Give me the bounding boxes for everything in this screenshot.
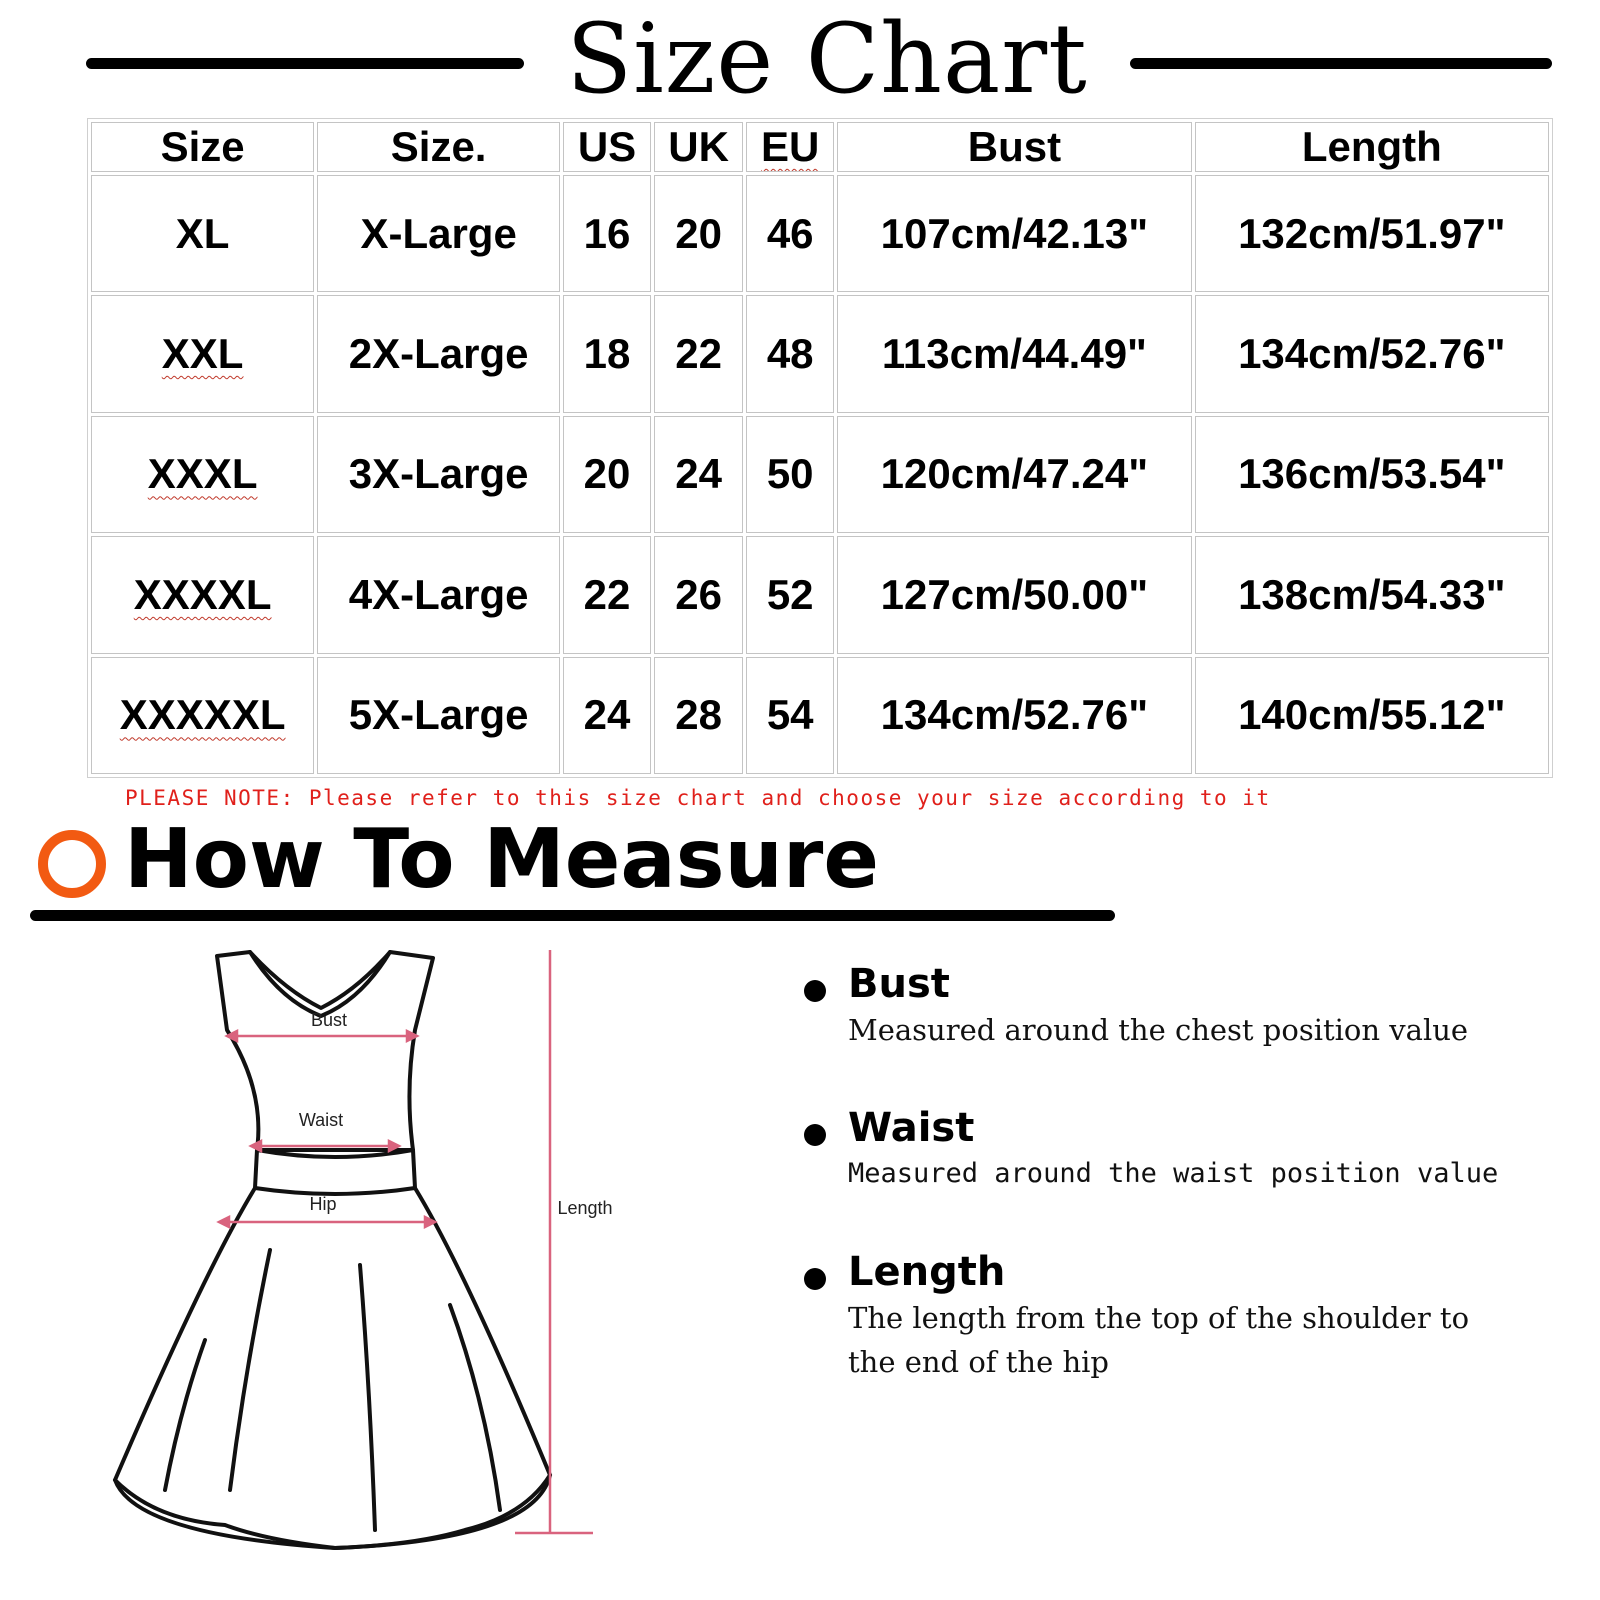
- item-description: Measured around the chest position value: [848, 1013, 1469, 1047]
- cell-length: 134cm/52.76": [1195, 295, 1549, 412]
- cell-size: XXXXL: [91, 536, 314, 653]
- cell-length: 136cm/53.54": [1195, 416, 1549, 533]
- cell-uk: 20: [654, 175, 743, 292]
- bullet-dot-icon: [804, 1124, 826, 1146]
- hip-label: Hip: [309, 1194, 337, 1214]
- cell-size-name: X-Large: [317, 175, 560, 292]
- table-row: [91, 295, 1549, 412]
- header-bust: Bust: [837, 122, 1191, 172]
- title-divider-left: [86, 58, 524, 69]
- table-row: [91, 536, 1549, 653]
- cell-size: XL: [91, 175, 314, 292]
- section-divider: [30, 910, 1115, 921]
- list-item: [800, 1248, 1580, 1384]
- bust-label: Bust: [310, 1010, 348, 1030]
- dress-diagram: [95, 950, 655, 1590]
- list-item: [800, 1104, 1580, 1196]
- cell-size: XXL: [91, 295, 314, 412]
- bullet-dot-icon: [804, 980, 826, 1002]
- cell-size-name: 2X-Large: [317, 295, 560, 412]
- header-size-name: Size.: [317, 122, 560, 172]
- cell-size-name: 3X-Large: [317, 416, 560, 533]
- orange-ring-icon: [38, 830, 106, 898]
- cell-uk: 26: [654, 536, 743, 653]
- page-title: Size Chart: [566, 3, 1088, 115]
- size-table: [87, 118, 1553, 778]
- cell-uk: 28: [654, 657, 743, 774]
- cell-length: 138cm/54.33": [1195, 536, 1549, 653]
- table-row: [91, 175, 1549, 292]
- title-divider-right: [1130, 58, 1552, 69]
- header-eu: EU: [746, 122, 834, 172]
- cell-length: 140cm/55.12": [1195, 657, 1549, 774]
- cell-bust: 127cm/50.00": [837, 536, 1191, 653]
- cell-us: 20: [563, 416, 651, 533]
- cell-bust: 134cm/52.76": [837, 657, 1191, 774]
- cell-size: XXXL: [91, 416, 314, 533]
- cell-us: 22: [563, 536, 651, 653]
- cell-us: 16: [563, 175, 651, 292]
- size-note: PLEASE NOTE: Please refer to this size chart and choose your size according to it: [125, 786, 1271, 810]
- item-title: Waist: [848, 1105, 975, 1151]
- cell-eu: 52: [746, 536, 834, 653]
- item-description: Measured around the waist position value: [848, 1158, 1499, 1189]
- section-title: How To Measure: [124, 812, 879, 907]
- list-item: [800, 960, 1580, 1052]
- measure-instructions: [800, 960, 1580, 1436]
- item-description: The length from the top of the shoulder to: [848, 1301, 1470, 1335]
- bullet-dot-icon: [804, 1268, 826, 1290]
- cell-eu: 50: [746, 416, 834, 533]
- how-to-measure-header: [0, 812, 1600, 928]
- cell-size-name: 5X-Large: [317, 657, 560, 774]
- cell-length: 132cm/51.97": [1195, 175, 1549, 292]
- item-title: Length: [848, 1249, 1006, 1295]
- cell-uk: 22: [654, 295, 743, 412]
- item-description: the end of the hip: [848, 1345, 1109, 1379]
- table-header-row: [91, 122, 1549, 172]
- dress-outline-icon: [115, 952, 550, 1548]
- cell-eu: 46: [746, 175, 834, 292]
- cell-size-name: 4X-Large: [317, 536, 560, 653]
- cell-size: XXXXXL: [91, 657, 314, 774]
- header-size: Size: [91, 122, 314, 172]
- table-row: [91, 416, 1549, 533]
- cell-bust: 113cm/44.49": [837, 295, 1191, 412]
- cell-eu: 54: [746, 657, 834, 774]
- cell-eu: 48: [746, 295, 834, 412]
- header-length: Length: [1195, 122, 1549, 172]
- cell-us: 18: [563, 295, 651, 412]
- cell-us: 24: [563, 657, 651, 774]
- item-title: Bust: [848, 961, 950, 1007]
- cell-uk: 24: [654, 416, 743, 533]
- size-chart-header: [0, 0, 1600, 118]
- cell-bust: 120cm/47.24": [837, 416, 1191, 533]
- header-us: US: [563, 122, 651, 172]
- length-label: Length: [557, 1198, 613, 1218]
- header-uk: UK: [654, 122, 743, 172]
- cell-bust: 107cm/42.13": [837, 175, 1191, 292]
- waist-label: Waist: [298, 1110, 344, 1130]
- table-row: [91, 657, 1549, 774]
